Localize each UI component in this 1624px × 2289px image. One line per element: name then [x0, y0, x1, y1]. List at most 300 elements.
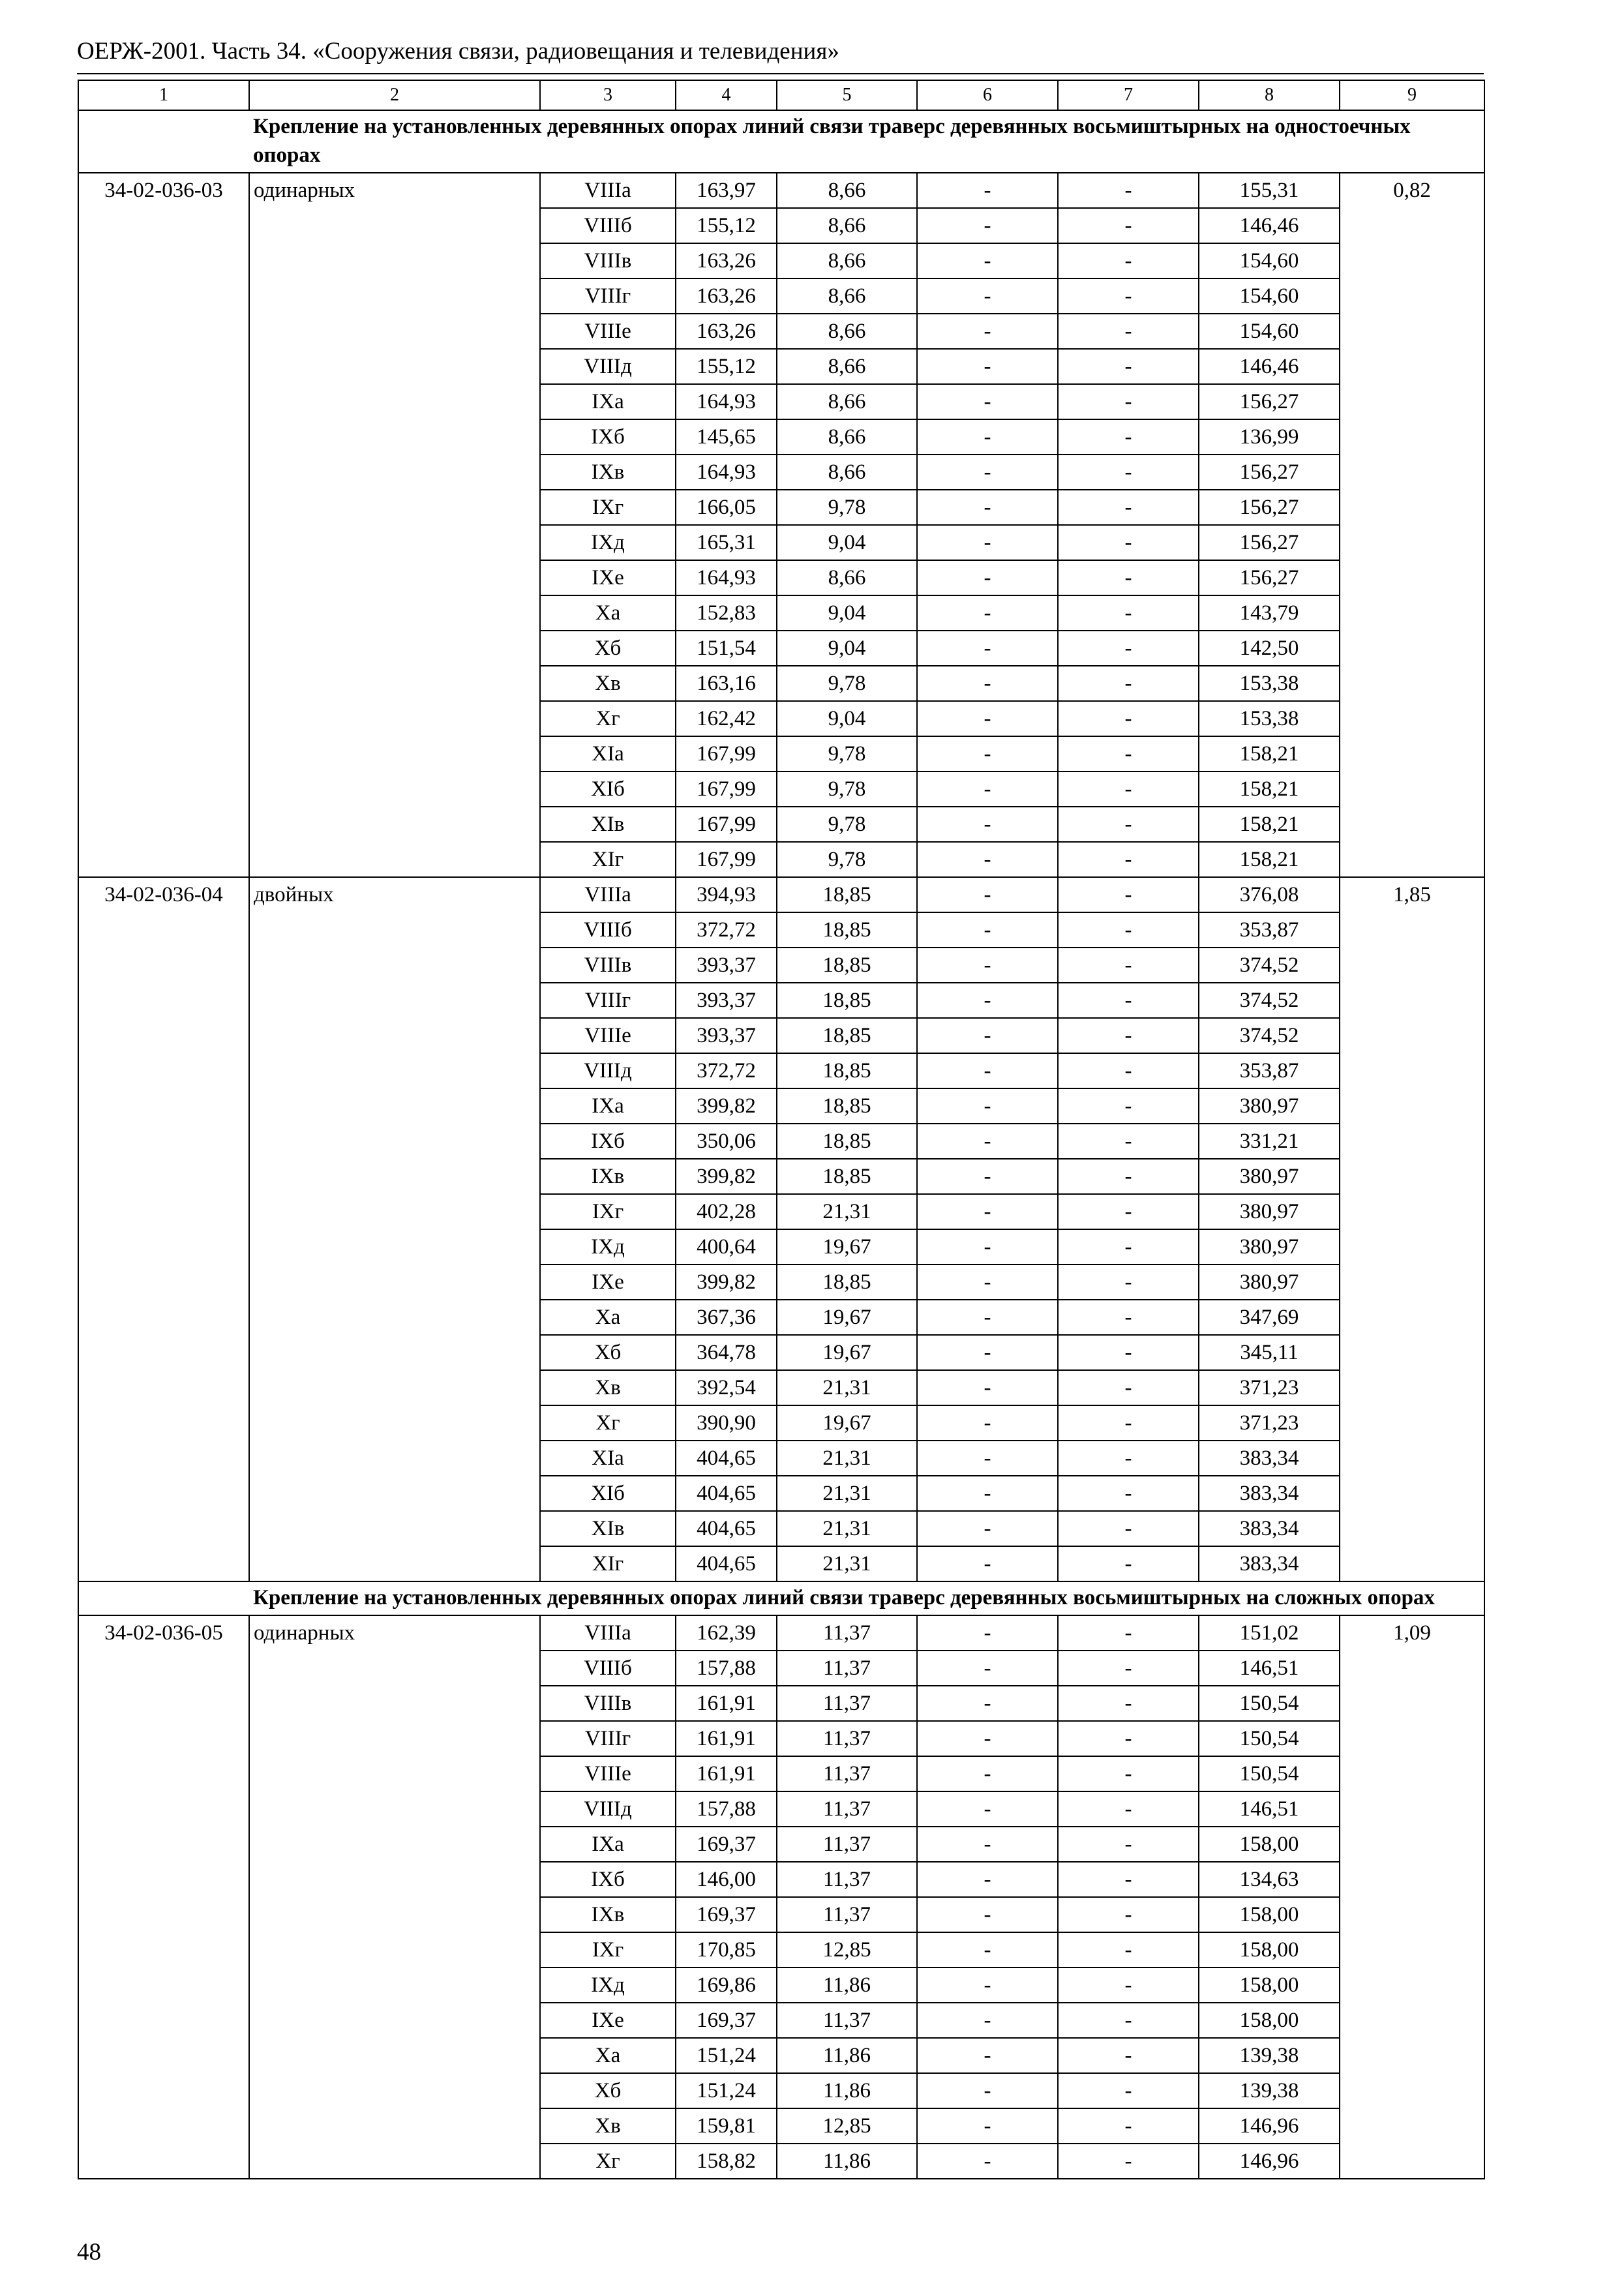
total-cost-cell: 161,91 [676, 1686, 777, 1721]
zone-cell: IXб [540, 1124, 676, 1159]
item-code [78, 1088, 249, 1124]
total-cost-cell: 145,65 [676, 419, 777, 455]
driver-wage-cell: - [1058, 1967, 1199, 2003]
labor-cost-cell: 18,85 [777, 1018, 917, 1053]
total-cost-cell: 163,26 [676, 243, 777, 278]
machine-cost-cell: - [917, 243, 1058, 278]
total-cost-cell: 151,24 [676, 2073, 777, 2108]
labor-cost-cell: 11,37 [777, 2003, 917, 2038]
total-cost-cell: 152,83 [676, 595, 777, 631]
total-cost-cell: 146,00 [676, 1862, 777, 1897]
machine-cost-cell: - [917, 1194, 1058, 1229]
machine-cost-cell: - [917, 1862, 1058, 1897]
machine-cost-cell: - [917, 314, 1058, 349]
item-name [249, 1476, 540, 1511]
driver-wage-cell: - [1058, 314, 1199, 349]
item-name [249, 595, 540, 631]
zone-cell: IXд [540, 525, 676, 560]
labor-coefficient [1340, 455, 1484, 490]
item-code [78, 771, 249, 807]
item-code [78, 419, 249, 455]
item-code [78, 1264, 249, 1300]
driver-wage-cell: - [1058, 173, 1199, 208]
material-cost-cell: 154,60 [1199, 243, 1340, 278]
column-number-row [78, 80, 1484, 110]
labor-cost-cell: 11,86 [777, 2038, 917, 2073]
labor-cost-cell: 18,85 [777, 912, 917, 948]
material-cost-cell: 142,50 [1199, 631, 1340, 666]
item-name [249, 1229, 540, 1264]
machine-cost-cell: - [917, 1546, 1058, 1581]
table-row [78, 2073, 1484, 2108]
column-number: 1 [78, 80, 249, 110]
column-number: 6 [917, 80, 1058, 110]
table-row [78, 807, 1484, 842]
table-row [78, 243, 1484, 278]
machine-cost-cell: - [917, 983, 1058, 1018]
labor-cost-cell: 21,31 [777, 1511, 917, 1546]
material-cost-cell: 158,00 [1199, 1827, 1340, 1862]
labor-coefficient [1340, 1194, 1484, 1229]
machine-cost-cell: - [917, 1967, 1058, 2003]
table-row [78, 1159, 1484, 1194]
item-name [249, 842, 540, 877]
labor-cost-cell: 19,67 [777, 1335, 917, 1370]
zone-cell: XIб [540, 771, 676, 807]
machine-cost-cell: - [917, 384, 1058, 419]
total-cost-cell: 163,16 [676, 666, 777, 701]
item-code [78, 666, 249, 701]
labor-cost-cell: 11,37 [777, 1615, 917, 1651]
driver-wage-cell: - [1058, 1088, 1199, 1124]
item-name [249, 1441, 540, 1476]
machine-cost-cell: - [917, 1018, 1058, 1053]
item-name [249, 455, 540, 490]
zone-cell: Xв [540, 2108, 676, 2144]
labor-cost-cell: 9,04 [777, 631, 917, 666]
table-body [78, 110, 1484, 2179]
labor-cost-cell: 21,31 [777, 1546, 917, 1581]
machine-cost-cell: - [917, 1441, 1058, 1476]
table-row [78, 525, 1484, 560]
driver-wage-cell: - [1058, 1229, 1199, 1264]
table-row [78, 314, 1484, 349]
driver-wage-cell: - [1058, 243, 1199, 278]
table-row [78, 1264, 1484, 1300]
driver-wage-cell: - [1058, 208, 1199, 243]
machine-cost-cell: - [917, 631, 1058, 666]
total-cost-cell: 164,93 [676, 384, 777, 419]
labor-cost-cell: 9,78 [777, 842, 917, 877]
total-cost-cell: 367,36 [676, 1300, 777, 1335]
item-code [78, 1476, 249, 1511]
zone-cell: VIIIа [540, 877, 676, 912]
table-row [78, 1932, 1484, 1967]
driver-wage-cell: - [1058, 384, 1199, 419]
driver-wage-cell: - [1058, 595, 1199, 631]
header-rule [77, 73, 1484, 74]
zone-cell: IXа [540, 384, 676, 419]
material-cost-cell: 158,21 [1199, 842, 1340, 877]
item-code [78, 278, 249, 314]
labor-coefficient [1340, 560, 1484, 595]
column-number: 5 [777, 80, 917, 110]
zone-cell: Xв [540, 666, 676, 701]
labor-coefficient [1340, 2038, 1484, 2073]
zone-cell: Xа [540, 1300, 676, 1335]
item-code [78, 525, 249, 560]
zone-cell: IXд [540, 1967, 676, 2003]
labor-coefficient [1340, 807, 1484, 842]
machine-cost-cell: - [917, 1511, 1058, 1546]
machine-cost-cell: - [917, 912, 1058, 948]
section-title-row [78, 110, 1484, 173]
item-code [78, 2003, 249, 2038]
total-cost-cell: 166,05 [676, 490, 777, 525]
item-code [78, 490, 249, 525]
labor-coefficient [1340, 1546, 1484, 1581]
driver-wage-cell: - [1058, 1897, 1199, 1932]
table-row [78, 912, 1484, 948]
driver-wage-cell: - [1058, 842, 1199, 877]
labor-coefficient [1340, 1511, 1484, 1546]
material-cost-cell: 380,97 [1199, 1159, 1340, 1194]
item-name: одинарных [249, 173, 540, 208]
item-name [249, 771, 540, 807]
item-name [249, 1967, 540, 2003]
item-name: двойных [249, 877, 540, 912]
driver-wage-cell: - [1058, 1159, 1199, 1194]
zone-cell: Xа [540, 2038, 676, 2073]
item-name [249, 525, 540, 560]
labor-coefficient [1340, 314, 1484, 349]
table-row [78, 948, 1484, 983]
labor-coefficient [1340, 912, 1484, 948]
item-code [78, 1300, 249, 1335]
table-row [78, 1476, 1484, 1511]
labor-coefficient [1340, 1651, 1484, 1686]
total-cost-cell: 169,86 [676, 1967, 777, 2003]
table-row [78, 1546, 1484, 1581]
labor-cost-cell: 19,67 [777, 1300, 917, 1335]
item-name [249, 2073, 540, 2108]
item-code [78, 1862, 249, 1897]
labor-coefficient [1340, 1827, 1484, 1862]
zone-cell: VIIIе [540, 1018, 676, 1053]
driver-wage-cell: - [1058, 807, 1199, 842]
total-cost-cell: 164,93 [676, 560, 777, 595]
material-cost-cell: 158,21 [1199, 807, 1340, 842]
machine-cost-cell: - [917, 1791, 1058, 1827]
total-cost-cell: 159,81 [676, 2108, 777, 2144]
machine-cost-cell: - [917, 1932, 1058, 1967]
item-name [249, 384, 540, 419]
total-cost-cell: 164,93 [676, 455, 777, 490]
driver-wage-cell: - [1058, 1791, 1199, 1827]
item-code [78, 1651, 249, 1686]
driver-wage-cell: - [1058, 2003, 1199, 2038]
labor-cost-cell: 8,66 [777, 455, 917, 490]
zone-cell: IXв [540, 1897, 676, 1932]
labor-cost-cell: 21,31 [777, 1441, 917, 1476]
labor-coefficient [1340, 525, 1484, 560]
table-row [78, 701, 1484, 736]
machine-cost-cell: - [917, 1897, 1058, 1932]
item-name [249, 1264, 540, 1300]
total-cost-cell: 404,65 [676, 1476, 777, 1511]
labor-coefficient [1340, 243, 1484, 278]
item-code [78, 384, 249, 419]
total-cost-cell: 167,99 [676, 842, 777, 877]
zone-cell: Xб [540, 2073, 676, 2108]
total-cost-cell: 151,24 [676, 2038, 777, 2073]
labor-coefficient [1340, 595, 1484, 631]
material-cost-cell: 376,08 [1199, 877, 1340, 912]
material-cost-cell: 158,00 [1199, 1932, 1340, 1967]
labor-coefficient [1340, 1476, 1484, 1511]
item-name [249, 1862, 540, 1897]
material-cost-cell: 156,27 [1199, 490, 1340, 525]
item-code [78, 948, 249, 983]
item-code [78, 1721, 249, 1756]
labor-cost-cell: 18,85 [777, 1053, 917, 1088]
table-row [78, 1862, 1484, 1897]
total-cost-cell: 364,78 [676, 1335, 777, 1370]
item-code [78, 736, 249, 771]
total-cost-cell: 165,31 [676, 525, 777, 560]
driver-wage-cell: - [1058, 701, 1199, 736]
item-name [249, 419, 540, 455]
table-row [78, 1300, 1484, 1335]
item-name [249, 278, 540, 314]
page-header: ОЕРЖ-2001. Часть 34. «Сооружения связи, радиовещания и телевидения» [77, 38, 839, 65]
material-cost-cell: 374,52 [1199, 948, 1340, 983]
zone-cell: Xг [540, 2144, 676, 2179]
item-name [249, 1370, 540, 1405]
table-row [78, 1967, 1484, 2003]
table-row [78, 349, 1484, 384]
item-code [78, 208, 249, 243]
table-row [78, 1791, 1484, 1827]
labor-cost-cell: 11,37 [777, 1791, 917, 1827]
item-code [78, 912, 249, 948]
column-number: 8 [1199, 80, 1340, 110]
driver-wage-cell: - [1058, 631, 1199, 666]
item-code [78, 243, 249, 278]
table-row [78, 2003, 1484, 2038]
item-code [78, 2108, 249, 2144]
item-name [249, 631, 540, 666]
machine-cost-cell: - [917, 1124, 1058, 1159]
labor-cost-cell: 18,85 [777, 1124, 917, 1159]
zone-cell: IXг [540, 1932, 676, 1967]
labor-coefficient [1340, 1370, 1484, 1405]
labor-cost-cell: 11,37 [777, 1897, 917, 1932]
zone-cell: VIIIе [540, 314, 676, 349]
labor-cost-cell: 8,66 [777, 278, 917, 314]
item-code [78, 983, 249, 1018]
table-row [78, 1651, 1484, 1686]
table-row [78, 736, 1484, 771]
zone-cell: VIIIд [540, 1791, 676, 1827]
material-cost-cell: 154,60 [1199, 314, 1340, 349]
zone-cell: XIв [540, 1511, 676, 1546]
labor-cost-cell: 11,37 [777, 1756, 917, 1791]
table-row [78, 1335, 1484, 1370]
driver-wage-cell: - [1058, 1370, 1199, 1405]
total-cost-cell: 393,37 [676, 983, 777, 1018]
machine-cost-cell: - [917, 2038, 1058, 2073]
item-code [78, 314, 249, 349]
zone-cell: Xб [540, 1335, 676, 1370]
material-cost-cell: 380,97 [1199, 1229, 1340, 1264]
table-row [78, 1827, 1484, 1862]
column-number: 7 [1058, 80, 1199, 110]
driver-wage-cell: - [1058, 1124, 1199, 1159]
item-name [249, 1897, 540, 1932]
total-cost-cell: 163,97 [676, 173, 777, 208]
labor-coefficient [1340, 1932, 1484, 1967]
section-title-row [78, 1581, 1484, 1615]
zone-cell: XIг [540, 1546, 676, 1581]
labor-coefficient [1340, 278, 1484, 314]
zone-cell: IXд [540, 1229, 676, 1264]
labor-cost-cell: 18,85 [777, 983, 917, 1018]
labor-cost-cell: 8,66 [777, 419, 917, 455]
item-name [249, 1511, 540, 1546]
labor-cost-cell: 9,78 [777, 736, 917, 771]
driver-wage-cell: - [1058, 349, 1199, 384]
driver-wage-cell: - [1058, 2108, 1199, 2144]
table-row [78, 1370, 1484, 1405]
material-cost-cell: 380,97 [1199, 1264, 1340, 1300]
labor-coefficient [1340, 1229, 1484, 1264]
item-code [78, 1791, 249, 1827]
labor-coefficient [1340, 1264, 1484, 1300]
total-cost-cell: 372,72 [676, 912, 777, 948]
labor-cost-cell: 11,86 [777, 1967, 917, 2003]
item-name [249, 1405, 540, 1441]
total-cost-cell: 372,72 [676, 1053, 777, 1088]
total-cost-cell: 350,06 [676, 1124, 777, 1159]
driver-wage-cell: - [1058, 1686, 1199, 1721]
labor-coefficient: 1,85 [1340, 877, 1484, 912]
item-code [78, 1686, 249, 1721]
machine-cost-cell: - [917, 1300, 1058, 1335]
table-row [78, 173, 1484, 208]
machine-cost-cell: - [917, 1615, 1058, 1651]
machine-cost-cell: - [917, 1335, 1058, 1370]
item-code [78, 2038, 249, 2073]
zone-cell: IXб [540, 1862, 676, 1897]
zone-cell: VIIIг [540, 1721, 676, 1756]
total-cost-cell: 170,85 [676, 1932, 777, 1967]
total-cost-cell: 163,26 [676, 278, 777, 314]
item-code [78, 349, 249, 384]
total-cost-cell: 161,91 [676, 1756, 777, 1791]
item-name [249, 1088, 540, 1124]
material-cost-cell: 383,34 [1199, 1546, 1340, 1581]
labor-cost-cell: 9,04 [777, 525, 917, 560]
labor-coefficient [1340, 666, 1484, 701]
material-cost-cell: 347,69 [1199, 1300, 1340, 1335]
driver-wage-cell: - [1058, 490, 1199, 525]
driver-wage-cell: - [1058, 1194, 1199, 1229]
item-name [249, 2144, 540, 2179]
item-code: 34-02-036-04 [78, 877, 249, 912]
driver-wage-cell: - [1058, 771, 1199, 807]
zone-cell: VIIIа [540, 173, 676, 208]
zone-cell: IXе [540, 1264, 676, 1300]
machine-cost-cell: - [917, 1476, 1058, 1511]
total-cost-cell: 157,88 [676, 1791, 777, 1827]
total-cost-cell: 400,64 [676, 1229, 777, 1264]
material-cost-cell: 156,27 [1199, 525, 1340, 560]
item-code [78, 560, 249, 595]
table-row [78, 1229, 1484, 1264]
table-row [78, 208, 1484, 243]
item-name [249, 1194, 540, 1229]
labor-coefficient [1340, 983, 1484, 1018]
zone-cell: VIIIе [540, 1756, 676, 1791]
table-row [78, 771, 1484, 807]
labor-coefficient [1340, 2144, 1484, 2179]
material-cost-cell: 150,54 [1199, 1756, 1340, 1791]
labor-cost-cell: 18,85 [777, 1159, 917, 1194]
labor-coefficient [1340, 1405, 1484, 1441]
zone-cell: IXг [540, 1194, 676, 1229]
labor-cost-cell: 11,86 [777, 2073, 917, 2108]
material-cost-cell: 345,11 [1199, 1335, 1340, 1370]
labor-cost-cell: 12,85 [777, 1932, 917, 1967]
labor-coefficient [1340, 1441, 1484, 1476]
item-code [78, 1159, 249, 1194]
table-row [78, 1721, 1484, 1756]
material-cost-cell: 134,63 [1199, 1862, 1340, 1897]
table-row [78, 1686, 1484, 1721]
zone-cell: Xг [540, 701, 676, 736]
machine-cost-cell: - [917, 1405, 1058, 1441]
table-row [78, 1053, 1484, 1088]
driver-wage-cell: - [1058, 666, 1199, 701]
labor-coefficient: 0,82 [1340, 173, 1484, 208]
zone-cell: VIIIб [540, 1651, 676, 1686]
material-cost-cell: 156,27 [1199, 384, 1340, 419]
driver-wage-cell: - [1058, 1476, 1199, 1511]
table-row [78, 1441, 1484, 1476]
labor-coefficient [1340, 2073, 1484, 2108]
material-cost-cell: 146,46 [1199, 208, 1340, 243]
labor-cost-cell: 11,37 [777, 1686, 917, 1721]
item-code [78, 1194, 249, 1229]
material-cost-cell: 146,96 [1199, 2108, 1340, 2144]
zone-cell: VIIIа [540, 1615, 676, 1651]
zone-cell: VIIIд [540, 349, 676, 384]
material-cost-cell: 150,54 [1199, 1686, 1340, 1721]
item-name [249, 1546, 540, 1581]
material-cost-cell: 380,97 [1199, 1194, 1340, 1229]
item-name [249, 243, 540, 278]
total-cost-cell: 167,99 [676, 807, 777, 842]
item-code [78, 1018, 249, 1053]
material-cost-cell: 383,34 [1199, 1476, 1340, 1511]
item-code [78, 1756, 249, 1791]
item-code [78, 1441, 249, 1476]
labor-cost-cell: 8,66 [777, 384, 917, 419]
labor-coefficient [1340, 1088, 1484, 1124]
driver-wage-cell: - [1058, 1018, 1199, 1053]
zone-cell: Xв [540, 1370, 676, 1405]
